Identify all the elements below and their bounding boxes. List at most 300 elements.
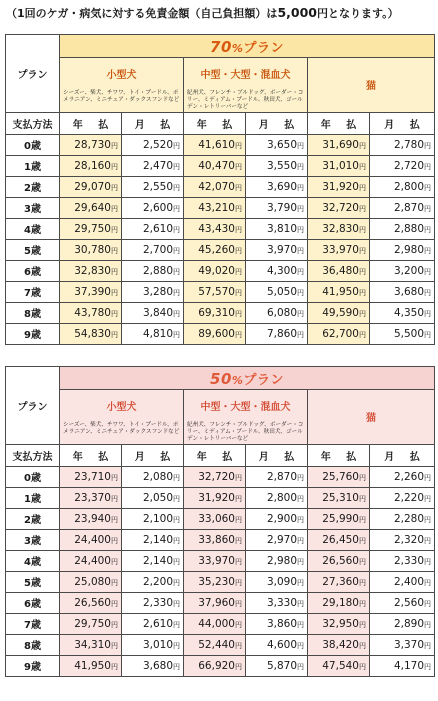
premium-value: 33,970 xyxy=(322,243,359,256)
yen-unit: 円 xyxy=(359,578,366,587)
annual-premium xyxy=(308,634,370,655)
premium-value: 2,280 xyxy=(393,512,425,525)
yen-unit: 円 xyxy=(235,641,242,650)
premium-value: 2,870 xyxy=(393,201,425,214)
premium-value: 7,860 xyxy=(266,327,297,340)
age-label: 8歳 xyxy=(6,302,60,323)
premium-value: 41,950 xyxy=(322,285,359,298)
premium-value: 2,970 xyxy=(266,533,297,546)
premium-value: 38,420 xyxy=(322,638,359,651)
annual-premium xyxy=(308,529,370,550)
age-label: 0歳 xyxy=(6,134,60,155)
premium-value: 2,400 xyxy=(393,575,425,588)
yen-unit: 円 xyxy=(173,225,180,234)
yen-unit: 円 xyxy=(111,620,118,629)
annual-premium xyxy=(184,155,246,176)
monthly-premium xyxy=(370,508,435,529)
monthly-premium xyxy=(370,466,435,487)
yen-unit: 円 xyxy=(173,536,180,545)
premium-row xyxy=(6,550,435,571)
premium-value: 23,370 xyxy=(74,491,111,504)
annual-premium xyxy=(308,281,370,302)
yen-unit: 円 xyxy=(424,162,432,171)
annual-premium xyxy=(60,571,122,592)
yen-unit: 円 xyxy=(297,330,304,339)
annual-premium xyxy=(308,155,370,176)
monthly-premium xyxy=(122,571,184,592)
annual-premium xyxy=(60,634,122,655)
yen-unit: 円 xyxy=(235,536,242,545)
annual-premium xyxy=(184,508,246,529)
premium-value: 25,990 xyxy=(322,512,359,525)
annual-premium xyxy=(60,323,122,344)
category-name: 中型・大型・混血犬 xyxy=(200,70,291,81)
premium-value: 31,690 xyxy=(322,138,359,151)
premium-value: 28,160 xyxy=(74,159,111,172)
yen-unit: 円 xyxy=(297,225,304,234)
annual-premium xyxy=(60,302,122,323)
premium-value: 49,020 xyxy=(198,264,235,277)
monthly-premium xyxy=(122,634,184,655)
premium-value: 31,920 xyxy=(198,491,235,504)
category-name: 小型犬 xyxy=(106,70,137,81)
yen-unit: 円 xyxy=(359,288,366,297)
category-cell xyxy=(308,390,435,445)
yen-unit: 円 xyxy=(235,620,242,629)
yen-unit: 円 xyxy=(111,641,118,650)
annual-premium xyxy=(184,592,246,613)
annual-premium xyxy=(60,529,122,550)
yen-unit: 円 xyxy=(111,141,118,150)
plan-title-percent: % xyxy=(231,373,244,387)
yen-unit: 円 xyxy=(235,557,242,566)
premium-value: 89,600 xyxy=(198,327,235,340)
premium-value: 69,310 xyxy=(198,306,235,319)
yen-unit: 円 xyxy=(111,662,118,671)
monthly-premium xyxy=(122,134,184,155)
plan-title xyxy=(60,367,435,390)
monthly-premium xyxy=(246,260,308,281)
monthly-premium xyxy=(370,134,435,155)
yen-unit: 円 xyxy=(297,162,304,171)
yen-unit: 円 xyxy=(424,578,432,587)
premium-value: 2,320 xyxy=(393,533,425,546)
premium-value: 3,550 xyxy=(266,159,297,172)
annual-premium xyxy=(60,466,122,487)
premium-value: 2,220 xyxy=(393,491,425,504)
yen-unit: 円 xyxy=(111,330,118,339)
premium-value: 29,180 xyxy=(322,596,359,609)
yen-unit: 円 xyxy=(424,141,432,150)
age-label: 1歳 xyxy=(6,487,60,508)
yen-unit: 円 xyxy=(297,267,304,276)
category-breeds: シーズー、柴犬、チワワ、トイ・プードル、ポメラニアン、ミニチュア・ダックスフンドなど xyxy=(63,422,180,436)
category-name: 中型・大型・混血犬 xyxy=(200,402,291,413)
premium-row xyxy=(6,529,435,550)
premium-value: 3,790 xyxy=(266,201,297,214)
annual-premium xyxy=(184,302,246,323)
plan-50-table xyxy=(5,366,435,677)
yen-unit: 円 xyxy=(173,246,180,255)
annual-premium xyxy=(184,134,246,155)
monthly-premium xyxy=(246,134,308,155)
category-row xyxy=(6,58,435,113)
yen-unit: 円 xyxy=(173,599,180,608)
annual-premium xyxy=(60,613,122,634)
premium-row xyxy=(6,281,435,302)
yen-unit: 円 xyxy=(297,246,304,255)
annual-premium xyxy=(308,592,370,613)
yen-unit: 円 xyxy=(424,309,432,318)
premium-value: 32,830 xyxy=(322,222,359,235)
monthly-premium xyxy=(370,197,435,218)
premium-value: 3,970 xyxy=(266,243,297,256)
yen-unit: 円 xyxy=(173,620,180,629)
premium-row xyxy=(6,155,435,176)
annual-premium xyxy=(308,176,370,197)
premium-row xyxy=(6,655,435,676)
monthly-premium xyxy=(370,529,435,550)
premium-value: 2,140 xyxy=(142,554,173,567)
yen-unit: 円 xyxy=(359,599,366,608)
monthly-premium xyxy=(370,260,435,281)
yen-unit: 円 xyxy=(424,536,432,545)
plan-label: プラン xyxy=(6,35,60,113)
premium-value: 41,950 xyxy=(74,659,111,672)
annual-premium xyxy=(60,487,122,508)
monthly-premium xyxy=(246,571,308,592)
yen-unit: 円 xyxy=(173,162,180,171)
age-label: 3歳 xyxy=(6,197,60,218)
premium-value: 5,870 xyxy=(266,659,297,672)
premium-value: 24,400 xyxy=(74,554,111,567)
premium-value: 3,010 xyxy=(142,638,173,651)
category-breeds: 紀州犬、フレンチ・ブルドッグ、ボーダー・コリー、ミディアム・プードル、秋田犬、ゴールデン・レトリーバーなど xyxy=(187,422,304,443)
annual-premium xyxy=(60,218,122,239)
yen-unit: 円 xyxy=(359,620,366,629)
premium-value: 25,080 xyxy=(74,575,111,588)
monthly-premium xyxy=(122,239,184,260)
yen-unit: 円 xyxy=(173,204,180,213)
yen-unit: 円 xyxy=(297,183,304,192)
yen-unit: 円 xyxy=(424,183,432,192)
annual-premium xyxy=(308,134,370,155)
annual-premium xyxy=(308,655,370,676)
premium-value: 3,330 xyxy=(266,596,297,609)
monthly-payment-header: 月 払 xyxy=(246,112,308,134)
monthly-premium xyxy=(370,302,435,323)
premium-value: 62,700 xyxy=(322,327,359,340)
age-label: 4歳 xyxy=(6,218,60,239)
annual-premium xyxy=(60,239,122,260)
premium-value: 27,360 xyxy=(322,575,359,588)
yen-unit: 円 xyxy=(297,557,304,566)
yen-unit: 円 xyxy=(173,473,180,482)
yen-unit: 円 xyxy=(111,309,118,318)
premium-row xyxy=(6,239,435,260)
premium-value: 66,920 xyxy=(198,659,235,672)
annual-premium xyxy=(184,218,246,239)
yen-unit: 円 xyxy=(359,330,366,339)
annual-payment-header: 年 払 xyxy=(184,444,246,466)
yen-unit: 円 xyxy=(359,246,366,255)
yen-unit: 円 xyxy=(173,309,180,318)
monthly-premium xyxy=(370,281,435,302)
annual-premium xyxy=(60,550,122,571)
monthly-premium xyxy=(122,197,184,218)
yen-unit: 円 xyxy=(359,204,366,213)
premium-value: 44,000 xyxy=(198,617,235,630)
premium-value: 25,310 xyxy=(322,491,359,504)
premium-value: 29,750 xyxy=(74,617,111,630)
annual-payment-header: 年 払 xyxy=(60,444,122,466)
monthly-premium xyxy=(122,508,184,529)
yen-unit: 円 xyxy=(173,578,180,587)
yen-unit: 円 xyxy=(111,183,118,192)
category-name: 猫 xyxy=(366,413,376,425)
annual-premium xyxy=(184,571,246,592)
premium-value: 5,050 xyxy=(266,285,297,298)
annual-premium xyxy=(308,571,370,592)
yen-unit: 円 xyxy=(235,662,242,671)
yen-unit: 円 xyxy=(297,288,304,297)
age-label: 2歳 xyxy=(6,176,60,197)
monthly-premium xyxy=(246,529,308,550)
category-cell xyxy=(308,58,435,113)
premium-value: 2,900 xyxy=(266,512,297,525)
premium-row xyxy=(6,634,435,655)
age-label: 8歳 xyxy=(6,634,60,655)
yen-unit: 円 xyxy=(173,641,180,650)
annual-premium xyxy=(308,466,370,487)
yen-unit: 円 xyxy=(297,599,304,608)
monthly-premium xyxy=(246,323,308,344)
yen-unit: 円 xyxy=(235,141,242,150)
yen-unit: 円 xyxy=(173,662,180,671)
age-label: 3歳 xyxy=(6,529,60,550)
yen-unit: 円 xyxy=(235,599,242,608)
premium-value: 2,140 xyxy=(142,533,173,546)
premium-row xyxy=(6,197,435,218)
yen-unit: 円 xyxy=(297,515,304,524)
annual-payment-header: 年 払 xyxy=(308,444,370,466)
yen-unit: 円 xyxy=(235,473,242,482)
premium-row xyxy=(6,487,435,508)
annual-premium xyxy=(308,508,370,529)
category-cell xyxy=(184,390,308,445)
premium-value: 29,640 xyxy=(74,201,111,214)
annual-premium xyxy=(308,239,370,260)
monthly-premium xyxy=(370,655,435,676)
yen-unit: 円 xyxy=(424,641,432,650)
premium-value: 28,730 xyxy=(74,138,111,151)
yen-unit: 円 xyxy=(235,225,242,234)
premium-value: 33,860 xyxy=(198,533,235,546)
yen-unit: 円 xyxy=(111,204,118,213)
premium-value: 2,780 xyxy=(393,138,425,151)
yen-unit: 円 xyxy=(424,330,432,339)
age-label: 5歳 xyxy=(6,239,60,260)
monthly-premium xyxy=(246,613,308,634)
category-row xyxy=(6,390,435,445)
premium-value: 3,860 xyxy=(266,617,297,630)
yen-unit: 円 xyxy=(235,204,242,213)
annual-premium xyxy=(184,550,246,571)
yen-unit: 円 xyxy=(235,515,242,524)
yen-unit: 円 xyxy=(359,536,366,545)
premium-value: 2,610 xyxy=(142,617,173,630)
yen-unit: 円 xyxy=(111,536,118,545)
annual-premium xyxy=(184,323,246,344)
yen-unit: 円 xyxy=(235,246,242,255)
premium-value: 2,260 xyxy=(393,470,425,483)
yen-unit: 円 xyxy=(111,557,118,566)
monthly-premium xyxy=(246,176,308,197)
monthly-premium xyxy=(122,323,184,344)
monthly-premium xyxy=(122,466,184,487)
premium-value: 2,800 xyxy=(266,491,297,504)
annual-premium xyxy=(184,634,246,655)
monthly-premium xyxy=(370,487,435,508)
yen-unit: 円 xyxy=(359,515,366,524)
premium-value: 2,470 xyxy=(142,159,173,172)
monthly-premium xyxy=(246,281,308,302)
deductible-note xyxy=(6,3,436,23)
plan-70-table xyxy=(5,34,435,345)
yen-unit: 円 xyxy=(359,641,366,650)
premium-value: 45,260 xyxy=(198,243,235,256)
premium-row xyxy=(6,508,435,529)
monthly-premium xyxy=(246,466,308,487)
monthly-premium xyxy=(246,218,308,239)
premium-row xyxy=(6,323,435,344)
yen-unit: 円 xyxy=(424,473,432,482)
premium-value: 29,070 xyxy=(74,180,111,193)
category-breeds: 紀州犬、フレンチ・ブルドッグ、ボーダー・コリー、ミディアム・プードル、秋田犬、ゴールデン・レトリーバーなど xyxy=(187,90,304,111)
premium-row xyxy=(6,302,435,323)
premium-value: 2,600 xyxy=(142,201,173,214)
plan-label: プラン xyxy=(6,367,60,445)
premium-value: 52,440 xyxy=(198,638,235,651)
premium-value: 3,680 xyxy=(393,285,425,298)
yen-unit: 円 xyxy=(297,641,304,650)
age-label: 5歳 xyxy=(6,571,60,592)
yen-unit: 円 xyxy=(173,330,180,339)
title-row xyxy=(6,367,435,390)
annual-premium xyxy=(308,613,370,634)
premium-value: 6,080 xyxy=(266,306,297,319)
premium-value: 26,560 xyxy=(74,596,111,609)
monthly-premium xyxy=(370,634,435,655)
yen-unit: 円 xyxy=(111,578,118,587)
annual-premium xyxy=(60,281,122,302)
yen-unit: 円 xyxy=(235,309,242,318)
yen-unit: 円 xyxy=(235,267,242,276)
annual-premium xyxy=(308,323,370,344)
monthly-premium xyxy=(370,550,435,571)
yen-unit: 円 xyxy=(173,288,180,297)
premium-value: 5,500 xyxy=(393,327,425,340)
plan-title-word: プラン xyxy=(243,372,284,388)
monthly-premium xyxy=(122,218,184,239)
age-label: 0歳 xyxy=(6,466,60,487)
premium-value: 32,720 xyxy=(322,201,359,214)
premium-value: 3,680 xyxy=(142,659,173,672)
premium-value: 2,330 xyxy=(142,596,173,609)
monthly-premium xyxy=(122,281,184,302)
premium-value: 4,810 xyxy=(142,327,173,340)
yen-unit: 円 xyxy=(111,473,118,482)
yen-unit: 円 xyxy=(297,204,304,213)
premium-value: 26,560 xyxy=(322,554,359,567)
yen-unit: 円 xyxy=(297,578,304,587)
monthly-premium xyxy=(370,155,435,176)
monthly-premium xyxy=(246,655,308,676)
premium-value: 3,810 xyxy=(266,222,297,235)
premium-value: 57,570 xyxy=(198,285,235,298)
age-label: 6歳 xyxy=(6,260,60,281)
annual-premium xyxy=(60,197,122,218)
monthly-payment-header: 月 払 xyxy=(122,112,184,134)
yen-unit: 円 xyxy=(297,662,304,671)
annual-premium xyxy=(308,260,370,281)
premium-value: 32,720 xyxy=(198,470,235,483)
category-breeds: シーズー、柴犬、チワワ、トイ・プードル、ポメラニアン、ミニチュア・ダックスフンドなど xyxy=(63,90,180,104)
yen-unit: 円 xyxy=(235,183,242,192)
premium-value: 26,450 xyxy=(322,533,359,546)
monthly-premium xyxy=(122,613,184,634)
monthly-premium xyxy=(246,634,308,655)
yen-unit: 円 xyxy=(297,494,304,503)
monthly-premium xyxy=(122,592,184,613)
annual-premium xyxy=(60,176,122,197)
monthly-payment-header: 月 払 xyxy=(370,444,435,466)
premium-value: 35,230 xyxy=(198,575,235,588)
monthly-premium xyxy=(246,487,308,508)
premium-value: 2,720 xyxy=(393,159,425,172)
plan-title-number: 50 xyxy=(210,369,232,388)
yen-unit: 円 xyxy=(359,141,366,150)
yen-unit: 円 xyxy=(235,578,242,587)
yen-unit: 円 xyxy=(424,557,432,566)
premium-value: 2,520 xyxy=(142,138,173,151)
premium-value: 43,430 xyxy=(198,222,235,235)
annual-premium xyxy=(60,134,122,155)
premium-value: 2,050 xyxy=(142,491,173,504)
plan-title-percent: % xyxy=(231,41,244,55)
yen-unit: 円 xyxy=(424,204,432,213)
premium-value: 2,980 xyxy=(393,243,425,256)
premium-value: 2,880 xyxy=(142,264,173,277)
annual-premium xyxy=(308,218,370,239)
annual-premium xyxy=(60,655,122,676)
plan-title-word: プラン xyxy=(243,40,284,56)
premium-row xyxy=(6,176,435,197)
annual-premium xyxy=(184,239,246,260)
age-label: 9歳 xyxy=(6,323,60,344)
premium-value: 37,390 xyxy=(74,285,111,298)
premium-value: 2,330 xyxy=(393,554,425,567)
premium-value: 4,600 xyxy=(266,638,297,651)
annual-payment-header: 年 払 xyxy=(184,112,246,134)
monthly-payment-header: 月 払 xyxy=(370,112,435,134)
premium-value: 25,760 xyxy=(322,470,359,483)
title-row xyxy=(6,35,435,58)
premium-value: 31,920 xyxy=(322,180,359,193)
premium-value: 42,070 xyxy=(198,180,235,193)
monthly-premium xyxy=(246,592,308,613)
yen-unit: 円 xyxy=(359,309,366,318)
